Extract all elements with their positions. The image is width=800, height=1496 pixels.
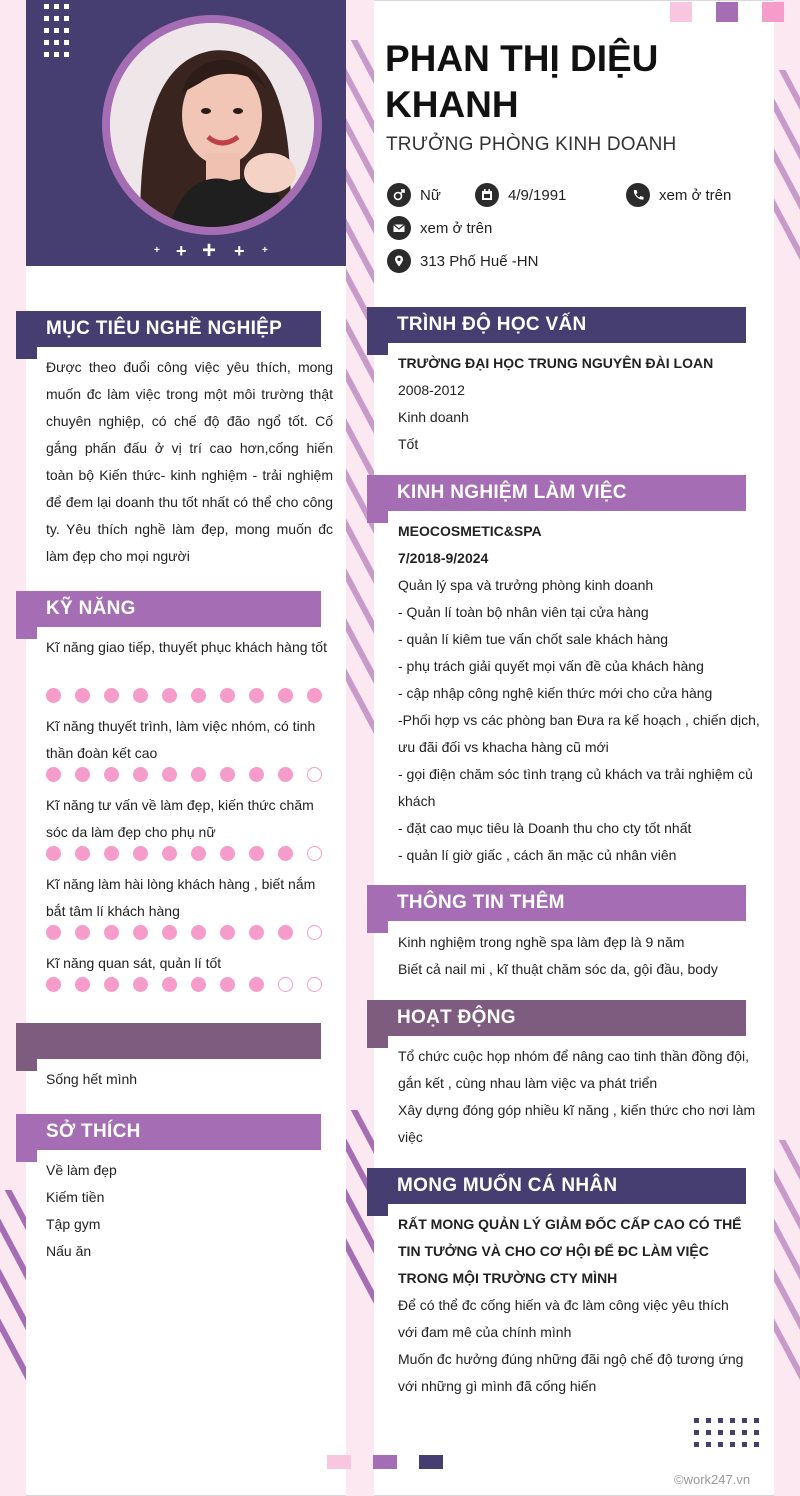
section-hobbies (16, 1114, 321, 1150)
grid-dot (754, 1442, 759, 1447)
rating-dot-filled (75, 767, 90, 782)
gender-icon (387, 183, 411, 207)
grid-dot (718, 1430, 723, 1435)
rating-dot-filled (133, 977, 148, 992)
section-tab (367, 343, 388, 355)
rating-dot-filled (307, 688, 322, 703)
hobby-list (46, 1157, 326, 1265)
grid-dot (742, 1442, 747, 1447)
experience-company: MEOCOSMETIC&SPA (398, 523, 542, 539)
experience-line: - đặt cao mục tiêu là Doanh thu cho cty tốt nhất (398, 820, 692, 836)
rating-dot-empty (307, 846, 322, 861)
rating-dot-filled (220, 688, 235, 703)
rating-dot-filled (249, 977, 264, 992)
section-activities (367, 1000, 746, 1036)
section-tab (367, 1204, 388, 1216)
grid-dot (694, 1442, 699, 1447)
avatar-block (26, 0, 346, 266)
dot-grid-decor-bottom (694, 1418, 756, 1452)
rating-dot-filled (75, 688, 90, 703)
rating-dot-filled (162, 688, 177, 703)
grid-dot (742, 1430, 747, 1435)
watermark: ©work247.vn (674, 1472, 751, 1487)
rating-dot-filled (249, 925, 264, 940)
untitled-section-text: Sống hết mình (46, 1071, 138, 1087)
section-skills (16, 591, 321, 627)
section-extra-info (367, 885, 746, 921)
rating-dot-filled (133, 688, 148, 703)
experience-line: -Phối hợp vs các phòng ban Đưa ra kế hoạch , chiến dịch, ưu đãi đối vs khacha hàng cũ mới (398, 712, 760, 755)
grid-dot (754, 1430, 759, 1435)
grid-dot (730, 1430, 735, 1435)
grid-dot (694, 1418, 699, 1423)
skill-rating (46, 688, 326, 704)
rating-dot-filled (46, 688, 61, 703)
section-tab (367, 921, 388, 933)
rating-dot-filled (249, 688, 264, 703)
rating-dot-filled (278, 688, 293, 703)
grid-dot (718, 1442, 723, 1447)
skill-rating (46, 925, 326, 941)
section-experience (367, 475, 746, 511)
career-goal-text: Được theo đuổi công việc yêu thích, mong muốn đc làm việc trong một môi trường thật chuyên nghiệp, có chế độ đão ngổ tốt. Cố gắng phấn đấu ở vị trí cao hơn,cống hiến toàn bộ Kiến thức- kinh nghiệm - trải nghiệm để đem lại doanh thu tốt nhất có thể cho công ty. Yêu thích nghề làm đẹp, mong muốn đc làm đẹp cho mọi người (46, 359, 333, 564)
section-tab (367, 1036, 388, 1048)
wishes-headline: RẤT MONG QUẢN LÝ GIẢM ĐỐC CẤP CAO CÓ THỂ TIN TƯỞNG VÀ CHO CƠ HỘI ĐỂ ĐC LÀM VIỆC TRONG MỘI TRƯỜNG CTY MÌNH (398, 1216, 742, 1286)
section-extra-info-title: THÔNG TIN THÊM (367, 885, 746, 921)
activity-line: Tổ chức cuộc họp nhóm để nâng cao tinh thần đồng đội, gắn kết , cùng nhau làm việc va phát triển (398, 1048, 750, 1091)
rating-dot-filled (133, 767, 148, 782)
section-tab (16, 1059, 37, 1071)
rating-dot-filled (220, 846, 235, 861)
rating-dot-filled (46, 925, 61, 940)
rating-dot-filled (46, 846, 61, 861)
skill-label: Kĩ năng thuyết trình, làm việc nhóm, có tinh thần đoàn kết cao (46, 718, 316, 761)
rating-dot-filled (191, 846, 206, 861)
education-school: TRƯỜNG ĐẠI HỌC TRUNG NGUYÊN ĐÀI LOAN (398, 355, 714, 371)
decor-square-pink-light (670, 2, 692, 22)
decor-square-purple (716, 2, 738, 22)
rating-dot-filled (278, 925, 293, 940)
section-experience-title: KINH NGHIỆM LÀM VIỆC (367, 475, 746, 511)
rating-dot-filled (162, 925, 177, 940)
rating-dot-filled (278, 846, 293, 861)
rating-dot-filled (162, 977, 177, 992)
info-birthday (475, 183, 566, 207)
hobby-item: Kiếm tiền (46, 1189, 105, 1205)
grid-dot (706, 1430, 711, 1435)
section-activities-title: HOẠT ĐỘNG (367, 1000, 746, 1036)
rating-dot-empty (307, 925, 322, 940)
rating-dot-filled (220, 767, 235, 782)
education-major: Kinh doanh (398, 409, 469, 425)
rating-dot-filled (75, 925, 90, 940)
grid-dot (730, 1418, 735, 1423)
grid-dot (730, 1442, 735, 1447)
experience-line: - phụ trách giải quyết mọi vấn đề của khách hàng (398, 658, 704, 674)
skill-label: Kĩ năng làm hài lòng khách hàng , biết nắm bắt tâm lí khách hàng (46, 876, 316, 919)
section-wishes (367, 1168, 746, 1204)
skill-label: Kĩ năng quan sát, quản lí tốt (46, 955, 222, 971)
rating-dot-filled (278, 767, 293, 782)
education-details (398, 350, 758, 458)
middle-diagonal-stripes (346, 40, 374, 760)
skill-label: Kĩ năng tư vấn về làm đẹp, kiến thức chăm sóc da làm đẹp cho phụ nữ (46, 797, 314, 840)
rating-dot-filled (162, 767, 177, 782)
wishes-details (398, 1211, 750, 1400)
experience-line: - cập nhập công nghệ kiến thức mới cho cửa hàng (398, 685, 713, 701)
decor-square-purple (373, 1455, 397, 1469)
rating-dot-filled (162, 846, 177, 861)
rating-dot-filled (133, 925, 148, 940)
section-untitled (16, 1023, 321, 1059)
skill-rating (46, 977, 326, 993)
section-untitled-title (16, 1023, 321, 1059)
calendar-icon (475, 183, 499, 207)
rating-dot-filled (249, 767, 264, 782)
section-education (367, 307, 746, 343)
rating-dot-filled (75, 977, 90, 992)
rating-dot-filled (249, 846, 264, 861)
experience-line: - quản lí kiêm tue vấn chốt sale khách hàng (398, 631, 669, 647)
skill-label: Kĩ năng giao tiếp, thuyết phục khách hàng tốt (46, 639, 327, 655)
email-icon (387, 216, 411, 240)
gender-value: Nữ (420, 186, 441, 204)
rating-dot-filled (191, 767, 206, 782)
rating-dot-filled (104, 925, 119, 940)
info-address (387, 249, 538, 273)
section-tab (367, 511, 388, 523)
experience-line: - Quản lí toàn bộ nhân viên tại cửa hàng (398, 604, 649, 620)
rating-dot-filled (104, 688, 119, 703)
extra-info-details (398, 929, 760, 983)
rating-dot-filled (191, 688, 206, 703)
education-grade: Tốt (398, 436, 419, 452)
skill-rating (46, 846, 326, 862)
rating-dot-empty (278, 977, 293, 992)
hobby-item: Tập gym (46, 1216, 101, 1232)
section-tab (16, 347, 37, 359)
phone-icon (626, 183, 650, 207)
plus-decor: + + + + + (154, 237, 268, 264)
phone-value: xem ở trên (659, 186, 732, 204)
wishes-line: Muốn đc hưởng đúng những đãi ngộ chế độ tương ứng với những gì mình đã cống hiến (398, 1351, 744, 1394)
grid-dot (718, 1418, 723, 1423)
location-icon (387, 249, 411, 273)
activities-details (398, 1043, 760, 1151)
section-hobbies-title: SỞ THÍCH (16, 1114, 321, 1150)
decor-square-pink (762, 2, 784, 22)
experience-period: 7/2018-9/2024 (398, 550, 489, 566)
info-phone (626, 183, 731, 207)
section-wishes-title: MONG MUỐN CÁ NHÂN (367, 1168, 746, 1204)
info-gender (387, 183, 441, 207)
right-diagonal-stripes-top (774, 70, 800, 270)
section-career-goal-title: MỤC TIÊU NGHỀ NGHIỆP (16, 311, 321, 347)
section-tab (16, 627, 37, 639)
candidate-name: PHAN THỊ DIỆU KHANH (385, 38, 659, 125)
rating-dot-filled (104, 977, 119, 992)
rating-dot-empty (307, 767, 322, 782)
section-tab (16, 1150, 37, 1162)
address-value: 313 Phố Huế -HN (420, 252, 539, 270)
email-value: xem ở trên (420, 219, 493, 237)
grid-dot (754, 1418, 759, 1423)
wishes-line: Để có thể đc cống hiến và đc làm công việc yêu thích với đam mê của chính mình (398, 1297, 729, 1340)
dot-grid-decor (44, 4, 74, 58)
decor-square-navy (419, 1455, 443, 1469)
experience-line: - quản lí giờ giấc , cách ăn mặc củ nhân viên (398, 847, 677, 863)
rating-dot-empty (307, 977, 322, 992)
grid-dot (706, 1418, 711, 1423)
extra-info-line: Biết cả nail mi , kĩ thuật chăm sóc da, gội đầu, body (398, 961, 718, 977)
rating-dot-filled (104, 846, 119, 861)
info-email (387, 216, 492, 240)
rating-dot-filled (104, 767, 119, 782)
rating-dot-filled (46, 977, 61, 992)
rating-dot-filled (46, 767, 61, 782)
extra-info-line: Kinh nghiệm trong nghề spa làm đẹp là 9 năm (398, 934, 685, 950)
decor-square-pink-light (327, 1455, 351, 1469)
hobby-item: Về làm đẹp (46, 1162, 117, 1178)
avatar (110, 23, 314, 227)
section-education-title: TRÌNH ĐỘ HỌC VẤN (367, 307, 746, 343)
skill-rating (46, 767, 326, 783)
grid-dot (742, 1418, 747, 1423)
experience-line: Quản lý spa và trưởng phòng kinh doanh (398, 577, 654, 593)
rating-dot-filled (191, 925, 206, 940)
section-career-goal (16, 311, 321, 347)
activity-line: Xây dựng đóng góp nhiều kĩ năng , kiến thức cho nơi làm việc (398, 1102, 756, 1145)
experience-details (398, 518, 760, 869)
rating-dot-filled (133, 846, 148, 861)
job-title: TRƯỞNG PHÒNG KINH DOANH (386, 134, 677, 155)
left-diagonal-stripes (0, 1190, 26, 1390)
rating-dot-filled (220, 925, 235, 940)
hobby-item: Nấu ăn (46, 1243, 92, 1259)
grid-dot (694, 1430, 699, 1435)
rating-dot-filled (191, 977, 206, 992)
avatar-portrait-icon (110, 23, 314, 227)
section-skills-title: KỸ NĂNG (16, 591, 321, 627)
right-diagonal-stripes-bottom (774, 1140, 800, 1380)
rating-dot-filled (75, 846, 90, 861)
education-period: 2008-2012 (398, 382, 465, 398)
grid-dot (706, 1442, 711, 1447)
birthday-value: 4/9/1991 (508, 186, 567, 204)
rating-dot-filled (220, 977, 235, 992)
experience-line: - gọi điện chăm sóc tình trạng củ khách va trải nghiệm củ khách (398, 766, 753, 809)
